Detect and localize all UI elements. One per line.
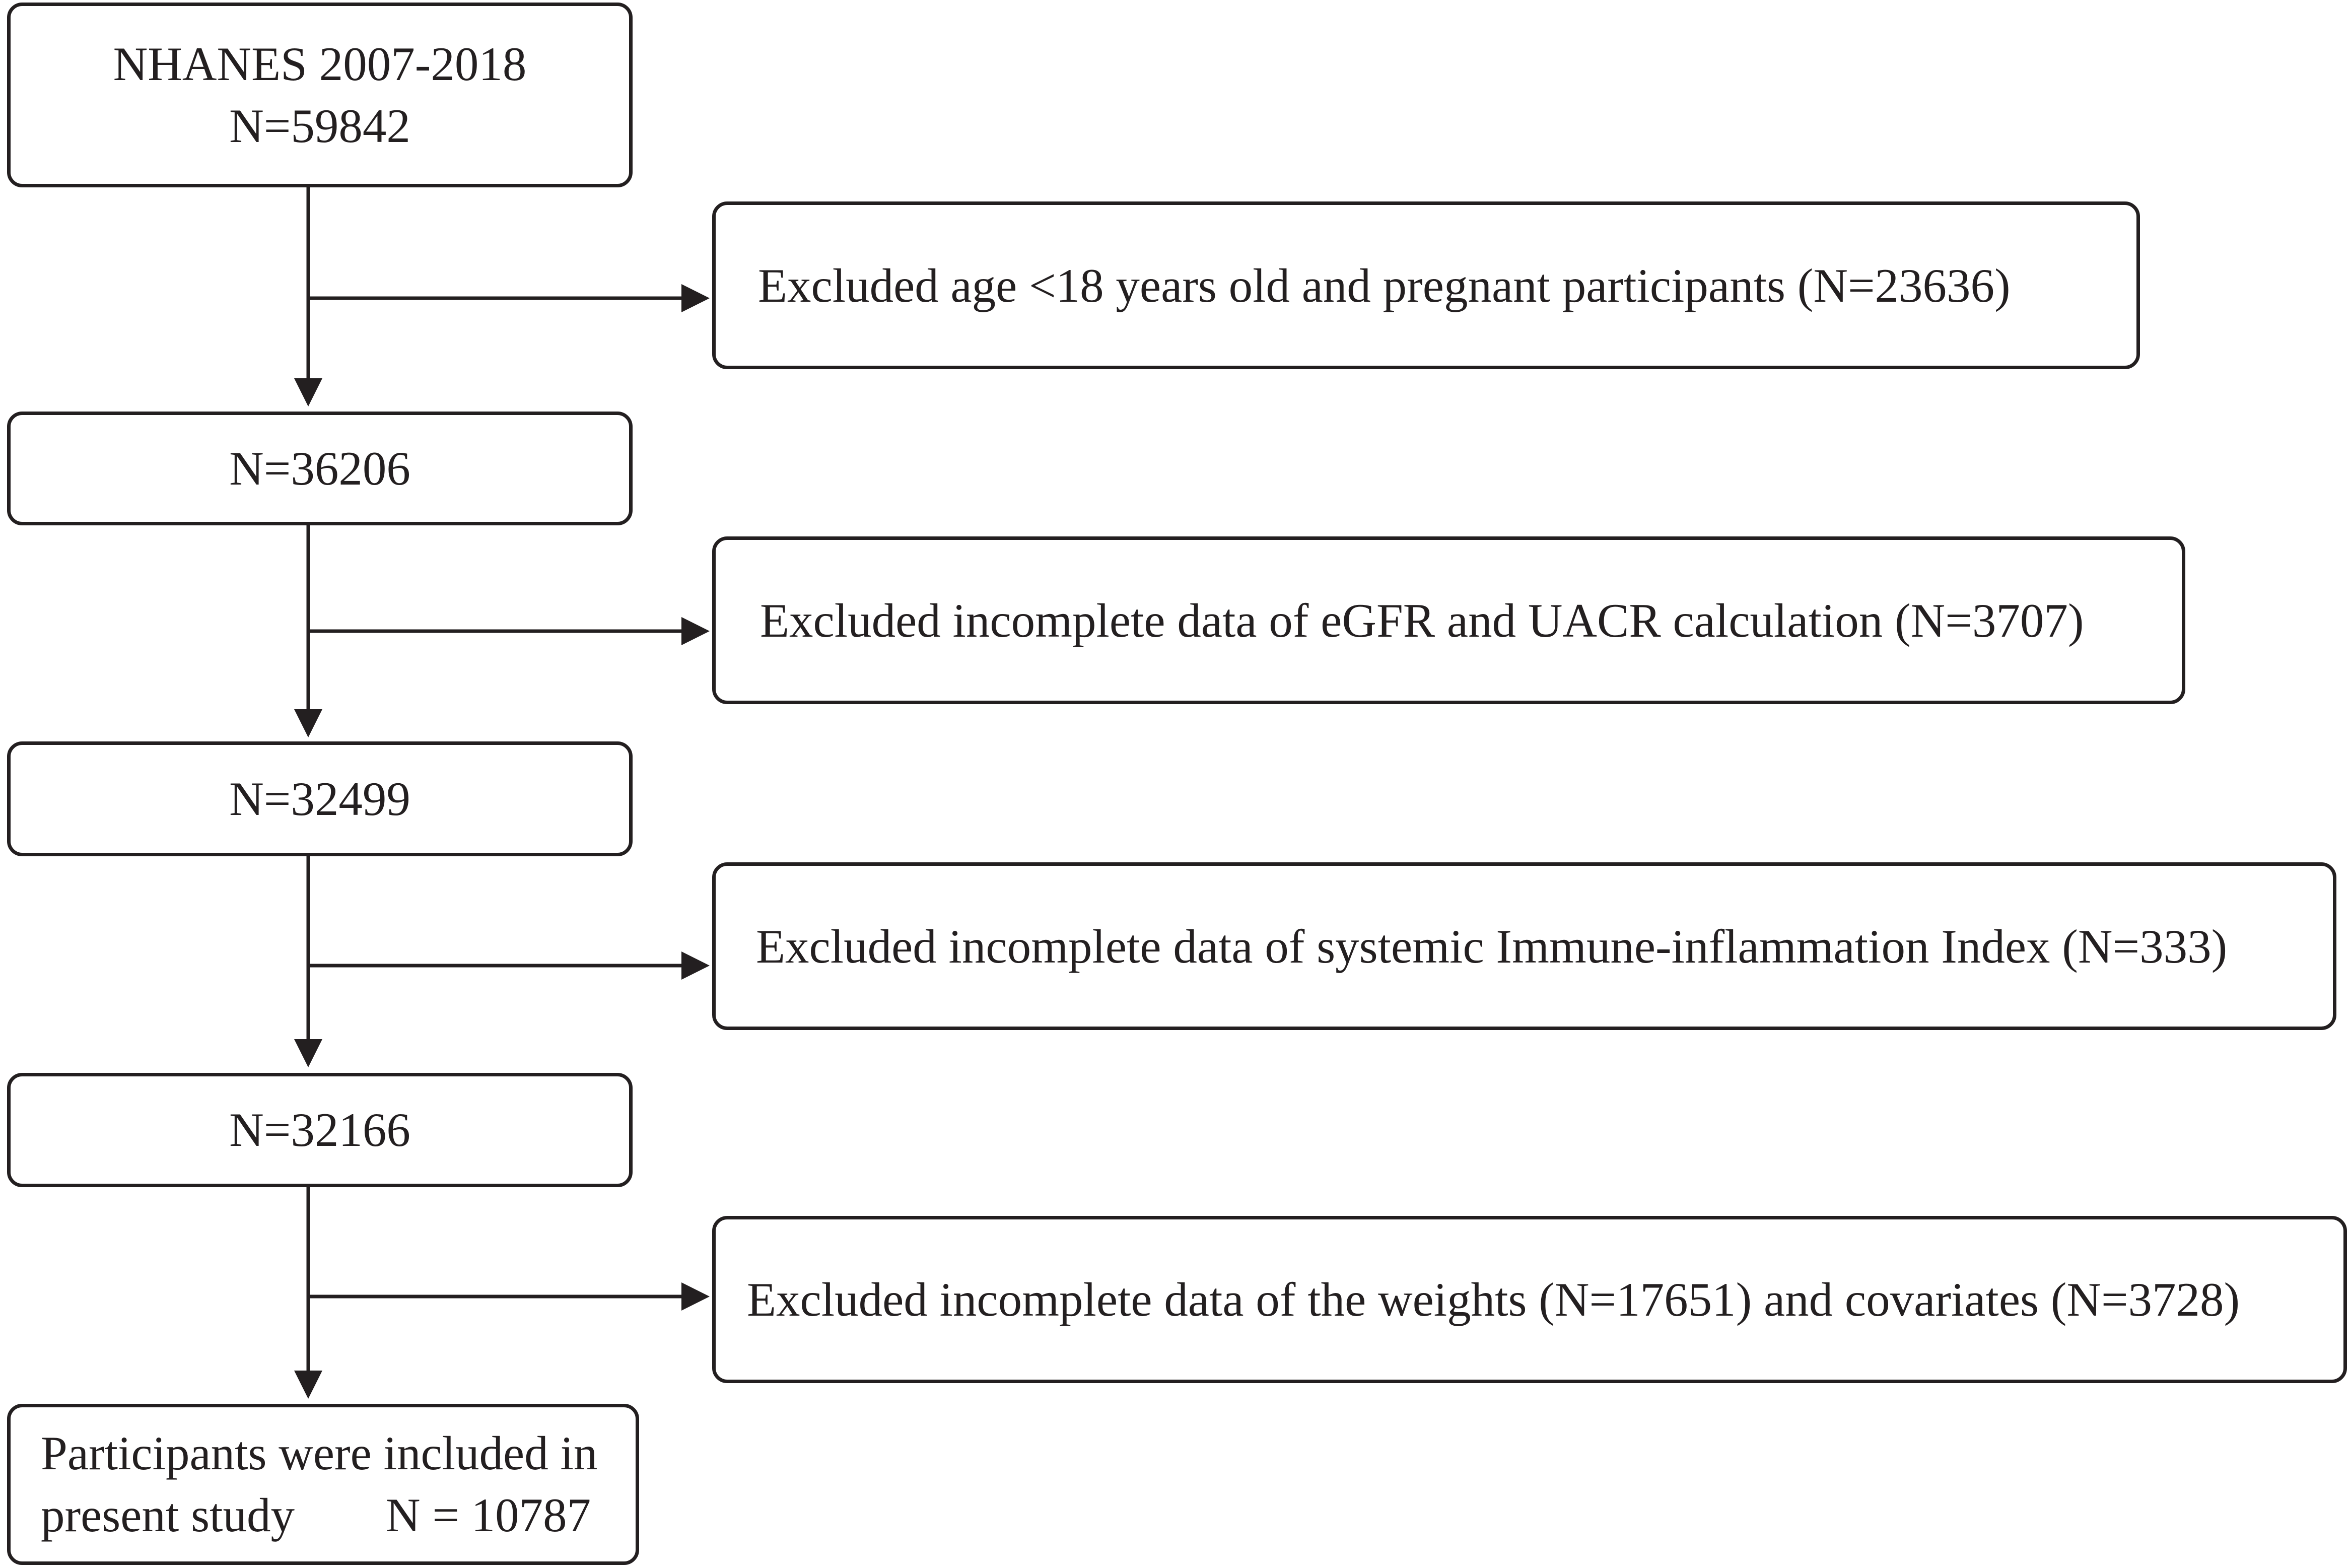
exclusion-text-2: Excluded incomplete data of eGFR and UACR calculation (N=3707) [760,593,2084,647]
remaining-box-2 [7,741,633,856]
final-line-2 [41,1484,636,1546]
start-box [7,3,633,187]
exclusion-text-1: Excluded age <18 years old and pregnant participants (N=23636) [758,258,2011,312]
remaining-count-3: N=32166 [229,1103,410,1156]
exclusion-text-4: Excluded incomplete data of the weights (N=17651) and covariates (N=3728) [747,1273,2240,1326]
remaining-box-3 [7,1073,633,1187]
start-title: NHANES 2007-2018 [113,37,527,91]
remaining-count-2: N=32499 [229,772,410,826]
exclusion-box-4 [712,1216,2347,1383]
remaining-count-1: N=36206 [229,441,410,495]
remaining-box-1 [7,412,633,525]
final-box [7,1404,639,1565]
start-count: N=59842 [229,99,410,153]
final-study-label: present study [41,1488,295,1542]
final-line-1: Participants were included in [41,1426,598,1480]
exclusion-text-3: Excluded incomplete data of systemic Immune-inflammation Index (N=333) [756,919,2228,973]
final-count: N = 10787 [386,1488,591,1542]
exclusion-box-1 [712,201,2140,369]
exclusion-box-3 [712,862,2336,1030]
exclusion-box-2 [712,536,2185,704]
